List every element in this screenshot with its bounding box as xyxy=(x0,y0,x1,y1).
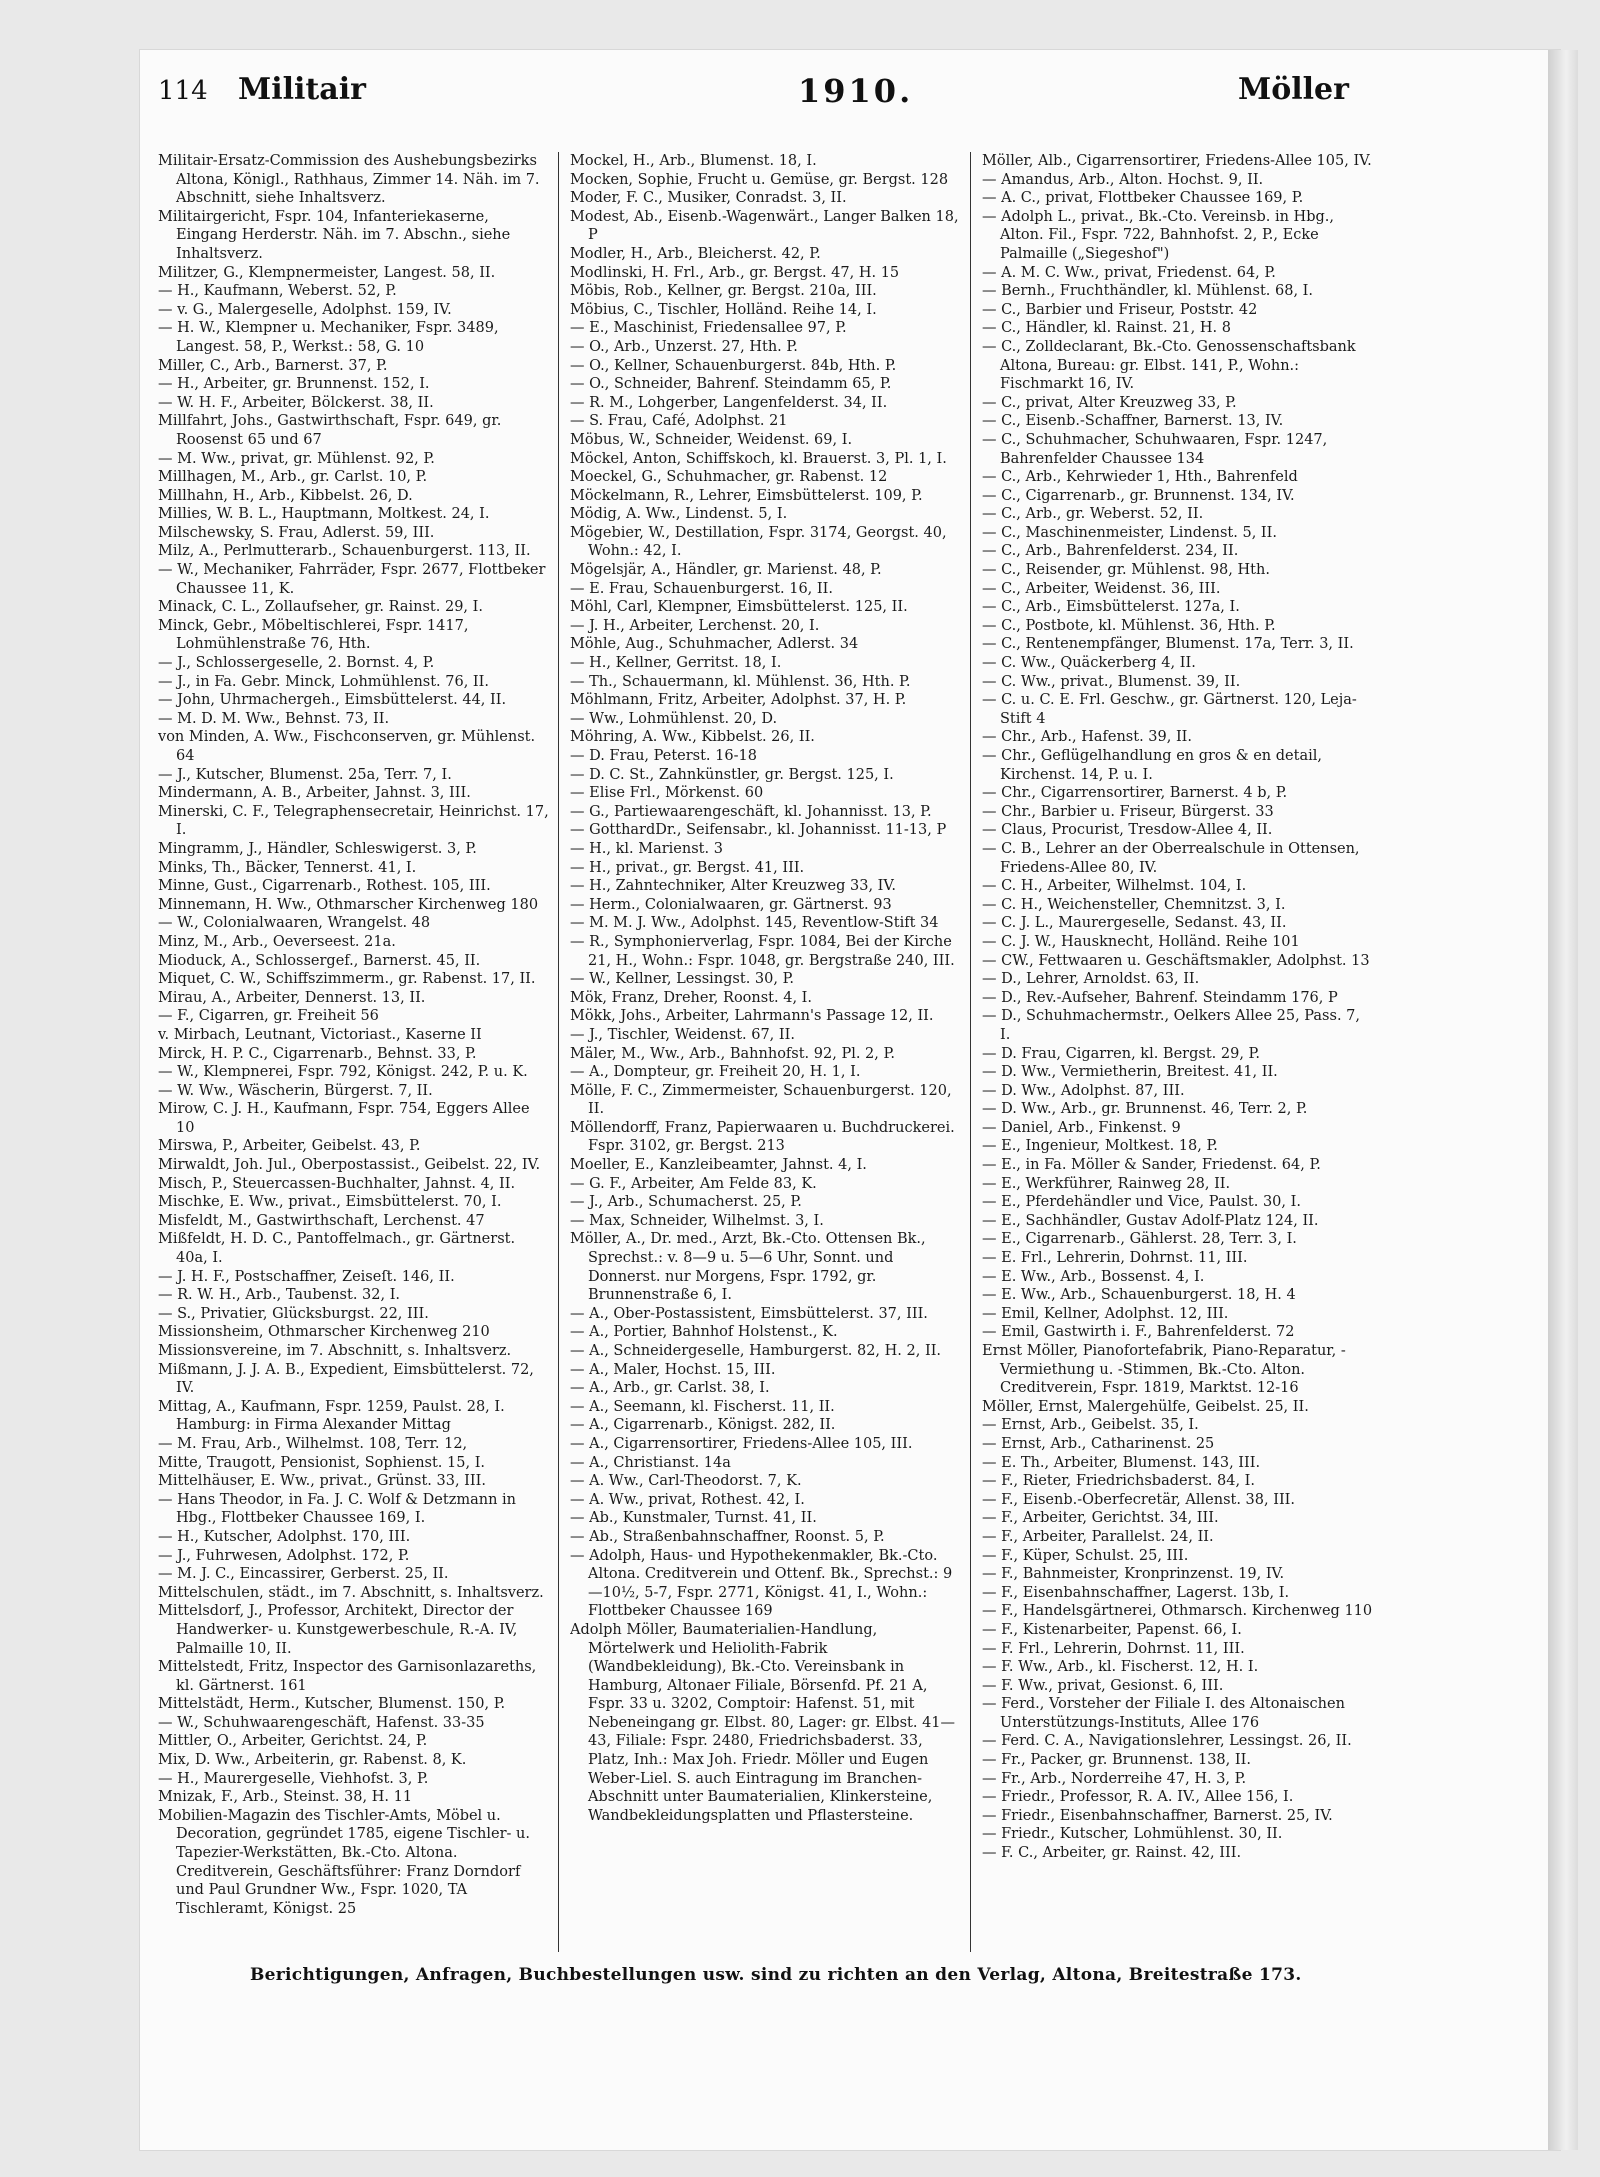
directory-entry: Mirwaldt, Joh. Jul., Oberpostassist., Geibelst. 22, IV. xyxy=(158,1157,541,1174)
directory-entry: — O., Kellner, Schauenburgerst. 84b, Hth. P. xyxy=(570,357,897,374)
directory-entry: Mirswa, P., Arbeiter, Geibelst. 43, P. xyxy=(158,1138,421,1155)
directory-entry: Möbis, Rob., Kellner, gr. Bergst. 210a, III. xyxy=(570,283,877,300)
directory-entry: — Ernst, Arb., Catharinenst. 25 xyxy=(982,1435,1215,1452)
directory-entry: — A. C., privat, Flottbeker Chaussee 169, P. xyxy=(982,190,1304,207)
directory-entry: — C., Reisender, gr. Mühlenst. 98, Hth. xyxy=(982,562,1270,579)
directory-entry: — A., Cigarrensortirer, Friedens-Allee 105, III. xyxy=(570,1435,913,1452)
directory-entry: Möbus, W., Schneider, Weidenst. 69, I. xyxy=(570,431,853,448)
directory-entry: Mischke, E. Ww., privat., Eimsbüttelerst. 70, I. xyxy=(158,1194,502,1211)
directory-entry: — Ab., Straßenbahnschaffner, Roonst. 5, P. xyxy=(570,1528,885,1545)
directory-entry: — D., Lehrer, Arnoldst. 63, II. xyxy=(982,971,1200,988)
directory-entry: — F., Bahnmeister, Kronprinzenst. 19, IV. xyxy=(982,1566,1285,1583)
directory-entry: — E. Ww., Arb., Schauenburgerst. 18, H. 4 xyxy=(982,1287,1296,1304)
directory-entry: — F. Ww., Arb., kl. Fischerst. 12, H. I. xyxy=(982,1659,1259,1676)
directory-entry: Mittelsdorf, J., Professor, Architekt, Director der Handwerker- u. Kunstgewerbeschule, R.-A. IV, Palmaille 10, II. xyxy=(158,1603,518,1657)
directory-entry: Minnemann, H. Ww., Othmarscher Kirchenweg 180 xyxy=(158,896,539,913)
directory-entry: Millhahn, H., Arb., Kibbelst. 26, D. xyxy=(158,487,413,504)
directory-entry: Ernst Möller, Pianofortefabrik, Piano-Reparatur, -Vermiethung u. -Stimmen, Bk.-Cto. Alton. Creditverein, Fspr. 1819, Marktst. 12-16 xyxy=(982,1343,1346,1397)
directory-entry: Militzer, G., Klempnermeister, Langest. 58, II. xyxy=(158,264,496,281)
directory-entry: — E., Cigarrenarb., Gählerst. 28, Terr. 3, I. xyxy=(982,1231,1297,1248)
directory-entry: — C., Zolldeclarant, Bk.-Cto. Genossenschaftsbank Altona, Bureau: gr. Elbst. 141, P., Wohn.: Fischmarkt 16, IV. xyxy=(982,338,1356,393)
directory-entry: Millhagen, M., Arb., gr. Carlst. 10, P. xyxy=(158,469,428,486)
directory-entry: — W., Klempnerei, Fspr. 792, Königst. 242, P. u. K. xyxy=(158,1064,528,1081)
directory-entry: — Chr., Arb., Hafenst. 39, II. xyxy=(982,729,1193,746)
directory-entry: — C., Rentenempfänger, Blumenst. 17a, Terr. 3, II. xyxy=(982,636,1354,653)
directory-entry: — F., Arbeiter, Gerichtst. 34, III. xyxy=(982,1510,1219,1527)
directory-entry: Mögebier, W., Destillation, Fspr. 3174, Georgst. 40, Wohn.: 42, I. xyxy=(570,524,947,560)
right-running-title: Möller xyxy=(1238,72,1349,107)
directory-entry: — S. Frau, Café, Adolphst. 21 xyxy=(570,413,788,430)
directory-entry: — D., Schuhmachermstr., Oelkers Allee 25, Pass. 7, I. xyxy=(982,1008,1360,1043)
directory-entry: — C., Arb., gr. Weberst. 52, II. xyxy=(982,506,1204,523)
page-header xyxy=(158,64,1358,114)
directory-entry: — Herm., Colonialwaaren, gr. Gärtnerst. 93 xyxy=(570,896,892,913)
book-page-edge xyxy=(1548,50,1578,2150)
directory-entry: — O., Arb., Unzerst. 27, Hth. P. xyxy=(570,338,798,355)
directory-entry: Möckelmann, R., Lehrer, Eimsbüttelerst. 109, P. xyxy=(570,487,923,504)
directory-entry: — H., Zahntechniker, Alter Kreuzweg 33, IV. xyxy=(570,878,896,895)
directory-entry: — M. D. M. Ww., Behnst. 73, II. xyxy=(158,710,390,727)
directory-entry: Mittelstädt, Herm., Kutscher, Blumenst. 150, P. xyxy=(158,1696,506,1713)
directory-entry: — J. H., Arbeiter, Lerchenst. 20, I. xyxy=(570,617,820,634)
directory-entry: — J., Tischler, Weidenst. 67, II. xyxy=(570,1026,795,1043)
directory-entry: — C. J. L., Maurergeselle, Sedanst. 43, II. xyxy=(982,915,1287,932)
directory-entry: — F., Rieter, Friedrichsbaderst. 84, I. xyxy=(982,1473,1256,1490)
directory-entry: — A., Dompteur, gr. Freiheit 20, H. 1, I. xyxy=(570,1064,861,1081)
directory-entry: Missionsvereine, im 7. Abschnitt, s. Inhaltsverz. xyxy=(158,1343,512,1359)
directory-entry: Moder, F. C., Musiker, Conradst. 3, II. xyxy=(570,190,847,207)
directory-entry: — D., Rev.-Aufseher, Bahrenf. Steindamm 176, P xyxy=(982,989,1338,1006)
directory-entry: von Minden, A. Ww., Fischconserven, gr. Mühlenst. 64 xyxy=(158,729,536,764)
directory-entry: Modlinski, H. Frl., Arb., gr. Bergst. 47, H. 15 xyxy=(570,264,900,281)
directory-entry: — Bernh., Fruchthändler, kl. Mühlenst. 68, I. xyxy=(982,283,1313,300)
directory-entry: — F., Arbeiter, Parallelst. 24, II. xyxy=(982,1528,1214,1545)
directory-entry: Mökk, Johs., Arbeiter, Lahrmann's Passage 12, II. xyxy=(570,1008,934,1025)
directory-entry: Miquet, C. W., Schiffszimmerm., gr. Rabenst. 17, II. xyxy=(158,971,536,988)
directory-entry: Mök, Franz, Dreher, Roonst. 4, I. xyxy=(570,989,813,1006)
column-2 xyxy=(570,152,962,1962)
directory-entry: — R., Symphonierverlag, Fspr. 1084, Bei der Kirche 21, H., Wohn.: Fspr. 1048, gr. Bergstraße 240, III. xyxy=(570,933,955,969)
directory-entry: — Ww., Lohmühlenst. 20, D. xyxy=(570,710,778,727)
directory-entry: — C., Arb., Bahrenfelderst. 234, II. xyxy=(982,543,1239,560)
directory-entry: — C. H., Arbeiter, Wilhelmst. 104, I. xyxy=(982,878,1247,895)
directory-entry: — H., Arbeiter, gr. Brunnenst. 152, I. xyxy=(158,376,430,393)
directory-entry: Mittler, O., Arbeiter, Gerichtst. 24, P. xyxy=(158,1733,428,1750)
directory-entry: — Max, Schneider, Wilhelmst. 3, I. xyxy=(570,1212,824,1229)
directory-entry: — F., Handelsgärtnerei, Othmarsch. Kirchenweg 110 xyxy=(982,1603,1373,1620)
directory-entry: Möller, Ernst, Malergehülfe, Geibelst. 25, II. xyxy=(982,1398,1309,1415)
directory-entry: — Chr., Barbier u. Friseur, Bürgerst. 33 xyxy=(982,803,1274,820)
directory-entry: Mobilien-Magazin des Tischler-Amts, Möbel u. Decoration, gegründet 1785, eigene Tischler- u. Tapezier-Werkstätten, Bk.-Cto. Altona. Creditverein, Geschäftsführer: Franz Dorndorf und Paul Grundner Ww., Fspr. 1020, TA Tischleramt, Königst. 25 xyxy=(158,1807,530,1917)
directory-entry: Mindermann, A. B., Arbeiter, Jahnst. 3, III. xyxy=(158,785,471,802)
column-divider xyxy=(558,152,559,1952)
directory-entry: — D. Ww., Adolphst. 87, III. xyxy=(982,1082,1185,1099)
directory-entry: Militair-Ersatz-Commission des Aushebungsbezirks Altona, Königl., Rathhaus, Zimmer 14. Näh. im 7. Abschnitt, siehe Inhaltsverz. xyxy=(158,153,540,207)
directory-entry: — M. Frau, Arb., Wilhelmst. 108, Terr. 12, xyxy=(158,1435,468,1452)
directory-entry: — J., Schlossergeselle, 2. Bornst. 4, P. xyxy=(158,655,435,672)
directory-entry: Minck, Gebr., Möbeltischlerei, Fspr. 1417, Lohmühlenstraße 76, Hth. xyxy=(158,617,469,653)
directory-entry: — E., Sachhändler, Gustav Adolf-Platz 124, II. xyxy=(982,1212,1319,1229)
directory-entry: — Emil, Kellner, Adolphst. 12, III. xyxy=(982,1305,1229,1322)
directory-entry: Minz, M., Arb., Oeverseest. 21a. xyxy=(158,933,396,950)
directory-entry: — E. Frau, Schauenburgerst. 16, II. xyxy=(570,580,833,597)
directory-entry: Missionsheim, Othmarscher Kirchenweg 210 xyxy=(158,1324,490,1341)
directory-entry: — D. Frau, Peterst. 16-18 xyxy=(570,748,757,764)
directory-entry: Möller, A., Dr. med., Arzt, Bk.-Cto. Ottensen Bk., Sprechst.: v. 8—9 u. 5—6 Uhr, Sonnt. und Donnerst. nur Morgens, Fspr. 1792, gr. Brunnenstraße 6, I. xyxy=(570,1231,926,1304)
directory-entry: — F., Küper, Schulst. 25, III. xyxy=(982,1547,1189,1564)
directory-entry: — F., Eisenb.-Oberfecretär, Allenst. 38, III. xyxy=(982,1491,1296,1508)
directory-entry: — O., Schneider, Bahrenf. Steindamm 65, P. xyxy=(570,376,892,393)
directory-entry: Mioduck, A., Schlossergef., Barnerst. 45, II. xyxy=(158,952,481,969)
directory-entry: Milschewsky, S. Frau, Adlerst. 59, III. xyxy=(158,524,435,541)
directory-entry: — E., in Fa. Möller & Sander, Friedenst. 64, P. xyxy=(982,1157,1321,1174)
directory-entry: — D. Frau, Cigarren, kl. Bergst. 29, P. xyxy=(982,1045,1260,1062)
directory-entry: — C. u. C. E. Frl. Geschw., gr. Gärtnerst. 120, Leja-Stift 4 xyxy=(982,692,1357,727)
directory-entry: — H., Kutscher, Adolphst. 170, III. xyxy=(158,1528,411,1545)
directory-entry: — E. Frl., Lehrerin, Dohrnst. 11, III. xyxy=(982,1250,1248,1267)
directory-entry: Minack, C. L., Zollaufseher, gr. Rainst. 29, I. xyxy=(158,599,483,616)
directory-entry: — W., Kellner, Lessingst. 30, P. xyxy=(570,971,795,988)
directory-entry: — A., Schneidergeselle, Hamburgerst. 82, H. 2, II. xyxy=(570,1343,942,1359)
directory-entry: — A., Cigarrenarb., Königst. 282, II. xyxy=(570,1417,836,1434)
directory-entry: — E. Ww., Arb., Bossenst. 4, I. xyxy=(982,1268,1205,1285)
directory-entry: — CW., Fettwaaren u. Geschäftsmakler, Adolphst. 13 xyxy=(982,952,1370,969)
directory-entry: — H., Kaufmann, Weberst. 52, P. xyxy=(158,283,397,300)
directory-entry: — Fr., Packer, gr. Brunnenst. 138, II. xyxy=(982,1752,1251,1769)
directory-entry: — Adolph L., privat., Bk.-Cto. Vereinsb. in Hbg., Alton. Fil., Fspr. 722, Bahnhofst. 2, P., Ecke Palmaille („Siegeshof") xyxy=(982,208,1334,262)
directory-entry: Adolph Möller, Baumaterialien-Handlung, Mörtelwerk und Heliolith-Fabrik (Wandbekleidung), Bk.-Cto. Vereinsbank in Hamburg, Altonaer Filiale, Börsenfd. Pf. 21 A, Fspr. 33 u. 3202, Comptoir: Hafenst. 51, mit Nebeneingang gr. Elbst. 80, Lager: gr. Elbst. 41—43, Filiale: Fspr. 2480, Friedrichsbaderst. 33, Platz, Inh.: Max Joh. Friedr. Möller und Eugen Weber-Liel. S. auch Eintragung im Branchen-Abschnitt unter Baumaterialien, Klinkersteine, Wandbekleidungsplatten und Pflastersteine. xyxy=(570,1621,956,1824)
directory-entry: Misfeldt, M., Gastwirthschaft, Lerchenst. 47 xyxy=(158,1212,485,1229)
directory-entry: — Amandus, Arb., Alton. Hochst. 9, II. xyxy=(982,171,1264,188)
directory-entry: — C., Händler, kl. Rainst. 21, H. 8 xyxy=(982,320,1231,337)
directory-entry: — C. Ww., Quäckerberg 4, II. xyxy=(982,655,1196,672)
directory-entry: — D. Ww., Arb., gr. Brunnenst. 46, Terr. 2, P. xyxy=(982,1101,1308,1118)
directory-entry: — A., Seemann, kl. Fischerst. 11, II. xyxy=(570,1398,835,1415)
directory-entry: Moeller, E., Kanzleibeamter, Jahnst. 4, I. xyxy=(570,1157,867,1174)
column-1 xyxy=(158,152,550,1962)
directory-entry: — Claus, Procurist, Tresdow-Allee 4, II. xyxy=(982,822,1273,839)
directory-entry: — F. C., Arbeiter, gr. Rainst. 42, III. xyxy=(982,1845,1242,1862)
directory-entry: — Hans Theodor, in Fa. J. C. Wolf & Detzmann in Hbg., Flottbeker Chaussee 169, I. xyxy=(158,1491,517,1527)
directory-entry: Mittelschulen, städt., im 7. Abschnitt, s. Inhaltsverz. xyxy=(158,1584,544,1601)
directory-entry: Mödig, A. Ww., Lindenst. 5, I. xyxy=(570,506,788,523)
directory-entry: — S., Privatier, Glücksburgst. 22, III. xyxy=(158,1305,429,1322)
directory-entry: — A. Ww., Carl-Theodorst. 7, K. xyxy=(570,1473,802,1490)
directory-entry: — C., Arb., Kehrwieder 1, Hth., Bahrenfeld xyxy=(982,469,1298,486)
directory-entry: — A. M. C. Ww., privat, Friedenst. 64, P. xyxy=(982,264,1276,281)
directory-entry: — A., Ober-Postassistent, Eimsbüttelerst. 37, III. xyxy=(570,1305,928,1322)
directory-entry: — A. Ww., privat, Rothest. 42, I. xyxy=(570,1491,805,1508)
directory-entry: — John, Uhrmachergeh., Eimsbüttelerst. 44, II. xyxy=(158,692,507,709)
directory-entry: — A., Christianst. 14a xyxy=(570,1454,731,1471)
directory-entry: — W. Ww., Wäscherin, Bürgerst. 7, II. xyxy=(158,1082,433,1099)
directory-entry: — C. Ww., privat., Blumenst. 39, II. xyxy=(982,673,1241,690)
directory-entry: — H., kl. Marienst. 3 xyxy=(570,840,723,857)
directory-entry: Modler, H., Arb., Bleicherst. 42, P. xyxy=(570,245,821,262)
directory-entry: Mißmann, J. J. A. B., Expedient, Eimsbüttelerst. 72, IV. xyxy=(158,1361,534,1397)
directory-entry: Mirow, C. J. H., Kaufmann, Fspr. 754, Eggers Allee 10 xyxy=(158,1101,530,1136)
directory-entry: — GotthardDr., Seifensabr., kl. Johannisst. 11-13, P xyxy=(570,822,947,839)
directory-page xyxy=(140,50,1560,2150)
directory-entry: — Daniel, Arb., Finkenst. 9 xyxy=(982,1119,1181,1136)
directory-entry: Mingramm, J., Händler, Schleswigerst. 3, P. xyxy=(158,840,477,857)
left-running-title: Militair xyxy=(238,72,366,107)
directory-entry: Möllendorff, Franz, Papierwaaren u. Buchdruckerei. Fspr. 3102, gr. Bergst. 213 xyxy=(570,1119,955,1155)
directory-entry: — H., privat., gr. Bergst. 41, III. xyxy=(570,859,805,876)
directory-entry: — C., Maschinenmeister, Lindenst. 5, II. xyxy=(982,524,1277,541)
directory-entry: — M. M. J. Ww., Adolphst. 145, Reventlow-Stift 34 xyxy=(570,915,939,932)
directory-entry: — C., privat, Alter Kreuzweg 33, P. xyxy=(982,394,1237,411)
directory-entry: — Friedr., Eisenbahnschaffner, Barnerst. 25, IV. xyxy=(982,1807,1333,1824)
directory-entry: — E., Pferdehändler und Vice, Paulst. 30, I. xyxy=(982,1194,1301,1211)
directory-entry: Mockel, H., Arb., Blumenst. 18, I. xyxy=(570,153,817,169)
directory-entry: Mögelsjär, A., Händler, gr. Marienst. 48, P. xyxy=(570,562,882,579)
directory-entry: Milz, A., Perlmutterarb., Schauenburgerst. 113, II. xyxy=(158,543,531,560)
directory-entry: Mittag, A., Kaufmann, Fspr. 1259, Paulst. 28, I. Hamburg: in Firma Alexander Mittag xyxy=(158,1398,505,1434)
directory-entry: — F., Kistenarbeiter, Papenst. 66, I. xyxy=(982,1621,1242,1638)
directory-entry: Mix, D. Ww., Arbeiterin, gr. Rabenst. 8, K. xyxy=(158,1752,467,1769)
directory-entry: — C. B., Lehrer an der Oberrealschule in Ottensen, Friedens-Allee 80, IV. xyxy=(982,840,1360,876)
directory-entry: — M. Ww., privat, gr. Mühlenst. 92, P. xyxy=(158,450,435,467)
directory-entry: Mittelhäuser, E. Ww., privat., Grünst. 33, III. xyxy=(158,1473,486,1490)
directory-entry: — F., Cigarren, gr. Freiheit 56 xyxy=(158,1008,379,1025)
directory-entry: Möbius, C., Tischler, Holländ. Reihe 14, I. xyxy=(570,301,877,318)
directory-entry: — J., in Fa. Gebr. Minck, Lohmühlenst. 76, II. xyxy=(158,673,490,690)
directory-entry: — C., Arb., Eimsbüttelerst. 127a, I. xyxy=(982,599,1240,616)
directory-entry: — H., Kellner, Gerritst. 18, I. xyxy=(570,655,782,672)
directory-entry: — W., Colonialwaaren, Wrangelst. 48 xyxy=(158,915,431,932)
directory-entry: Möckel, Anton, Schiffskoch, kl. Brauerst. 3, Pl. 1, I. xyxy=(570,450,947,467)
directory-entry: Mnizak, F., Arb., Steinst. 38, H. 11 xyxy=(158,1789,413,1806)
directory-entry: — Chr., Geflügelhandlung en gros & en detail, Kirchenst. 14, P. u. I. xyxy=(982,748,1322,783)
directory-entry: Mitte, Traugott, Pensionist, Sophienst. 15, I. xyxy=(158,1454,486,1471)
directory-entry: Minks, Th., Bäcker, Tennerst. 41, I. xyxy=(158,859,417,876)
directory-entry: — Ernst, Arb., Geibelst. 35, I. xyxy=(982,1417,1199,1434)
directory-entry: Möhle, Aug., Schuhmacher, Adlerst. 34 xyxy=(570,636,859,653)
directory-entry: — Th., Schauermann, kl. Mühlenst. 36, Hth. P. xyxy=(570,673,911,690)
page-number: 114 xyxy=(158,76,208,106)
directory-entry: — W. H. F., Arbeiter, Bölckerst. 38, II. xyxy=(158,394,434,411)
directory-entry: — v. G., Malergeselle, Adolphst. 159, IV. xyxy=(158,301,452,318)
directory-entry: — H. W., Klempner u. Mechaniker, Fspr. 3489, Langest. 58, P., Werkst.: 58, G. 10 xyxy=(158,320,499,355)
directory-entry: — G., Partiewaarengeschäft, kl. Johannisst. 13, P. xyxy=(570,803,932,820)
page-footer: Berichtigungen, Anfragen, Buchbestellungen usw. sind zu richten an den Verlag, Altona, Breitestraße 173. xyxy=(250,1965,1302,1985)
directory-entry: — Ferd., Vorsteher der Filiale I. des Altonaischen Unterstützungs-Instituts, Allee 176 xyxy=(982,1696,1345,1731)
directory-entry: Millfahrt, Johs., Gastwirthschaft, Fspr. 649, gr. Roosenst 65 und 67 xyxy=(158,413,502,448)
directory-entry: Minerski, C. F., Telegraphensecretair, Heinrichst. 17, I. xyxy=(158,803,549,839)
directory-entry: — F., Eisenbahnschaffner, Lagerst. 13b, I. xyxy=(982,1584,1290,1601)
directory-entry: — F. Ww., privat, Gesionst. 6, III. xyxy=(982,1677,1224,1694)
directory-entry: Mölle, F. C., Zimmermeister, Schauenburgerst. 120, II. xyxy=(570,1082,952,1118)
directory-entry: — Adolph, Haus- und Hypothekenmakler, Bk.-Cto. Altona. Creditverein und Ottenf. Bk., Sprechst.: 9—10½, 5-7, Fspr. 2771, Königst. 41, I., Wohn.: Flottbeker Chaussee 169 xyxy=(570,1547,953,1620)
directory-entry: — R. W. H., Arb., Taubenst. 32, I. xyxy=(158,1287,401,1304)
directory-entry: Mirck, H. P. C., Cigarrenarb., Behnst. 33, P. xyxy=(158,1045,477,1062)
directory-entry: — A., Arb., gr. Carlst. 38, I. xyxy=(570,1380,770,1397)
directory-entry: Miller, C., Arb., Barnerst. 37, P. xyxy=(158,357,388,374)
directory-entry: — J., Fuhrwesen, Adolphst. 172, P. xyxy=(158,1547,410,1564)
directory-entry: — E. Th., Arbeiter, Blumenst. 143, III. xyxy=(982,1454,1261,1471)
directory-entry: — C., Postbote, kl. Mühlenst. 36, Hth. P. xyxy=(982,617,1276,634)
directory-entry: — F. Frl., Lehrerin, Dohrnst. 11, III. xyxy=(982,1640,1245,1657)
directory-entry: — C., Eisenb.-Schaffner, Barnerst. 13, IV. xyxy=(982,413,1284,430)
column-divider xyxy=(970,152,971,1952)
directory-entry: v. Mirbach, Leutnant, Victoriast., Kaserne II xyxy=(158,1026,482,1043)
directory-entry: — M. J. C., Eincassirer, Gerberst. 25, II. xyxy=(158,1566,449,1583)
directory-entry: — G. F., Arbeiter, Am Felde 83, K. xyxy=(570,1175,817,1192)
directory-entry: — A., Portier, Bahnhof Holstenst., K. xyxy=(570,1324,838,1341)
directory-entry: Mocken, Sophie, Frucht u. Gemüse, gr. Bergst. 128 xyxy=(570,171,949,188)
directory-entry: — D. C. St., Zahnkünstler, gr. Bergst. 125, I. xyxy=(570,766,894,783)
column-3 xyxy=(982,152,1374,1962)
directory-entry: Minne, Gust., Cigarrenarb., Rothest. 105, III. xyxy=(158,878,491,895)
directory-entry: Moeckel, G., Schuhmacher, gr. Rabenst. 12 xyxy=(570,469,888,486)
directory-entry: Möhlmann, Fritz, Arbeiter, Adolphst. 37, H. P. xyxy=(570,692,907,709)
directory-entry: — J. H. F., Postschaffner, Zeiseſt. 146, II. xyxy=(158,1268,455,1285)
directory-entry: — W., Schuhwaarengeschäft, Hafenst. 33-35 xyxy=(158,1714,485,1731)
directory-entry: — C., Schuhmacher, Schuhwaaren, Fspr. 1247, Bahrenfelder Chaussee 134 xyxy=(982,431,1328,467)
directory-entry: — C., Cigarrenarb., gr. Brunnenst. 134, IV. xyxy=(982,487,1295,504)
directory-entry: Mißfeldt, H. D. C., Pantoffelmach., gr. Gärtnerst. 40a, I. xyxy=(158,1231,516,1267)
directory-entry: Millies, W. B. L., Hauptmann, Moltkest. 24, I. xyxy=(158,506,490,523)
directory-entry: Möhl, Carl, Klempner, Eimsbüttelerst. 125, II. xyxy=(570,599,908,616)
directory-entry: — A., Maler, Hochst. 15, III. xyxy=(570,1361,776,1378)
directory-entry: — D. Ww., Vermietherin, Breitest. 41, II. xyxy=(982,1064,1278,1081)
directory-entry: — C. H., Weichensteller, Chemnitzst. 3, I. xyxy=(982,896,1286,913)
directory-entry: — H., Maurergeselle, Viehhofst. 3, P. xyxy=(158,1770,429,1787)
directory-entry: Misch, P., Steuercassen-Buchhalter, Jahnst. 4, II. xyxy=(158,1175,516,1192)
directory-entry: — C., Barbier und Friseur, Poststr. 42 xyxy=(982,301,1258,318)
directory-entry: — C. J. W., Hausknecht, Holländ. Reihe 101 xyxy=(982,933,1300,950)
directory-entry: — E., Werkführer, Rainweg 28, II. xyxy=(982,1175,1231,1192)
directory-entry: — Ab., Kunstmaler, Turnst. 41, II. xyxy=(570,1510,817,1527)
directory-entry: — Friedr., Kutscher, Lohmühlenst. 30, II. xyxy=(982,1826,1283,1843)
directory-entry: — Fr., Arb., Norderreihe 47, H. 3, P. xyxy=(982,1770,1247,1787)
directory-entry: — Ferd. C. A., Navigationslehrer, Lessingst. 26, II. xyxy=(982,1733,1352,1750)
directory-entry: Militairgericht, Fspr. 104, Infanteriekaserne, Eingang Herderstr. Näh. im 7. Abschn., siehe Inhaltsverz. xyxy=(158,208,511,262)
directory-entry: — R. M., Lohgerber, Langenfelderst. 34, II. xyxy=(570,394,888,411)
directory-entry: — Chr., Cigarrensortirer, Barnerst. 4 b, P. xyxy=(982,785,1288,802)
directory-entry: — E., Maschinist, Friedensallee 97, P. xyxy=(570,320,847,337)
directory-entry: — Emil, Gastwirth i. F., Bahrenfelderst. 72 xyxy=(982,1324,1295,1341)
directory-entry: — Friedr., Professor, R. A. IV., Allee 156, I. xyxy=(982,1789,1294,1806)
directory-entry: Mäler, M., Ww., Arb., Bahnhofst. 92, Pl. 2, P. xyxy=(570,1045,895,1062)
directory-entry: — C., Arbeiter, Weidenst. 36, III. xyxy=(982,580,1221,597)
directory-entry: Mittelstedt, Fritz, Inspector des Garnisonlazareths, kl. Gärtnerst. 161 xyxy=(158,1659,537,1694)
directory-entry: — E., Ingenieur, Moltkest. 18, P. xyxy=(982,1138,1218,1155)
directory-entry: — J., Kutscher, Blumenst. 25a, Terr. 7, I. xyxy=(158,766,452,783)
directory-entry: Modest, Ab., Eisenb.-Wagenwärt., Langer Balken 18, P xyxy=(570,208,959,244)
directory-entry: — W., Mechaniker, Fahrräder, Fspr. 2677, Flottbeker Chaussee 11, K. xyxy=(158,562,546,597)
directory-entry: — J., Arb., Schumacherst. 25, P. xyxy=(570,1194,802,1211)
year-title: 1910. xyxy=(798,72,914,110)
directory-entry: Möhring, A. Ww., Kibbelst. 26, II. xyxy=(570,729,815,746)
directory-entry: Mirau, A., Arbeiter, Dennerst. 13, II. xyxy=(158,989,426,1006)
directory-entry: — Elise Frl., Mörkenst. 60 xyxy=(570,785,764,802)
directory-entry: Möller, Alb., Cigarrensortirer, Friedens-Allee 105, IV. xyxy=(982,153,1372,169)
